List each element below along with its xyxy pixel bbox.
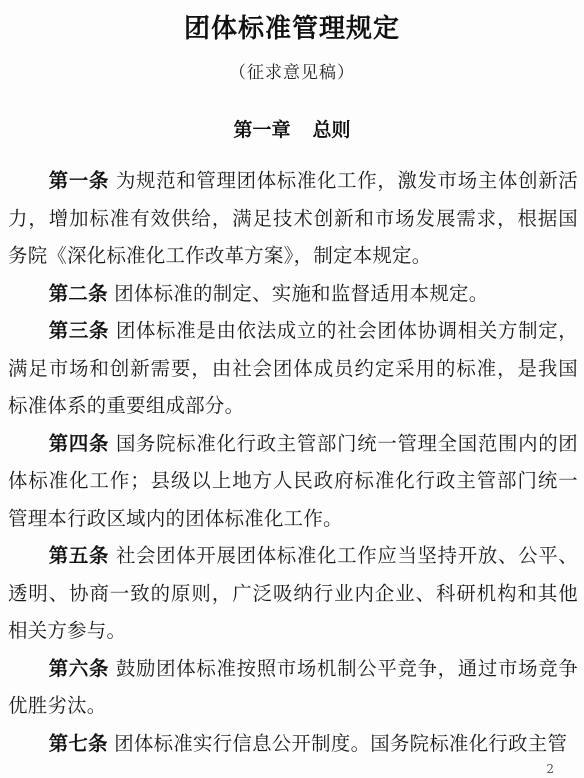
document-body	[8, 162, 578, 762]
article-text: 团体标准的制定、实施和监督适用本规定。	[114, 281, 489, 305]
article-text: 团体标准是由依法成立的社会团体协调相关方制定，满足市场和创新需要，由社会团体成员约定采用的标准，是我国标准体系的重要组成部分。	[8, 319, 578, 417]
article-3	[8, 312, 578, 425]
article-label: 第一条	[48, 169, 110, 192]
chapter-heading	[0, 115, 584, 142]
article-label: 第四条	[48, 431, 110, 455]
article-7	[8, 725, 578, 763]
article-label: 第六条	[48, 656, 110, 680]
article-4	[8, 425, 578, 538]
article-label: 第二条	[48, 281, 108, 305]
article-label: 第五条	[48, 544, 110, 567]
article-text: 国务院标准化行政主管部门统一管理全国范围内的团体标准化工作；县级以上地方人民政府标准化行政主管部门统一管理本行政区域内的团体标准化工作。	[8, 431, 578, 530]
article-text: 鼓励团体标准按照市场机制公平竞争，通过市场竞争优胜劣汰。	[8, 656, 578, 717]
article-text: 团体标准实行信息公开制度。国务院标准化行政主管	[114, 731, 568, 755]
chapter-number: 第一章	[233, 119, 291, 141]
article-1	[8, 162, 578, 275]
article-6	[8, 650, 578, 725]
article-text: 为规范和管理团体标准化工作，激发市场主体创新活力，增加标准有效供给，满足技术创新和市场发展需求，根据国务院《深化标准化工作改革方案》，制定本规定。	[8, 169, 578, 267]
article-text: 社会团体开展团体标准化工作应当坚持开放、公平、透明、协商一致的原则，广泛吸纳行业内企业、科研机构和其他相关方参与。	[8, 544, 578, 642]
document-subtitle: （征求意见稿）	[229, 63, 355, 83]
article-5	[8, 537, 578, 650]
article-label: 第三条	[48, 319, 110, 342]
chapter-name: 总则	[312, 119, 351, 141]
document-title: 团体标准管理规定	[183, 14, 400, 44]
page-number: 2	[546, 762, 554, 776]
article-2	[8, 275, 578, 313]
article-label: 第七条	[48, 731, 108, 755]
